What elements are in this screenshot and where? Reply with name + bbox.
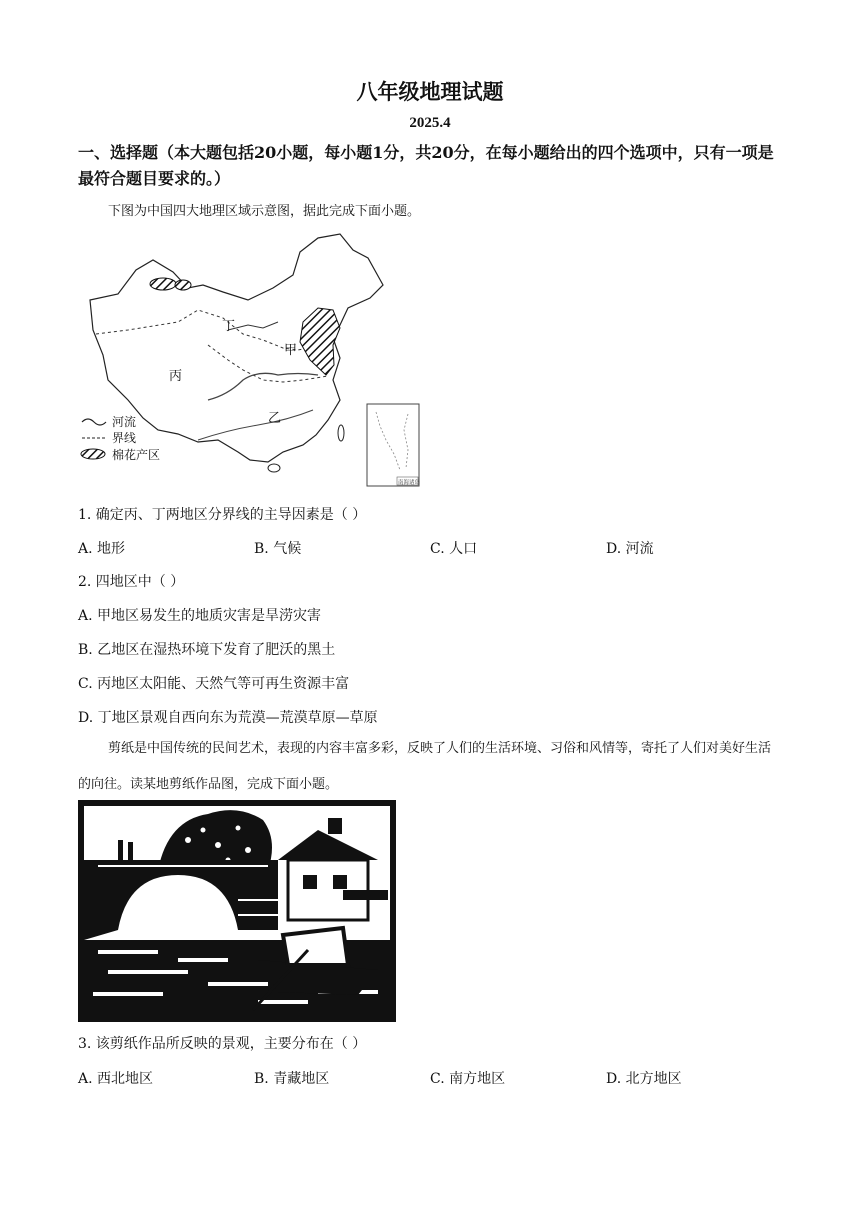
inset-label: 南海诸岛: [398, 480, 421, 486]
papercut-image: [78, 800, 396, 1022]
china-regions-map: [78, 230, 423, 488]
question-2-stem: 2. 四地区中（ ）: [78, 574, 185, 590]
q1-option-a: A. 地形: [78, 541, 126, 557]
q1-option-b: B. 气候: [254, 541, 302, 557]
legend-river-label: 河流: [112, 415, 137, 429]
page-title: 八年级地理试题: [356, 79, 504, 104]
q3-option-a: A. 西北地区: [78, 1071, 154, 1087]
region-label-yi: 乙: [268, 411, 282, 426]
q1-option-c: C. 人口: [430, 541, 478, 557]
legend-cotton-symbol: [81, 449, 105, 459]
q2-option-a: A. 甲地区易发生的地质灾害是旱涝灾害: [78, 608, 322, 624]
q3-option-b: B. 青藏地区: [254, 1071, 330, 1087]
q3-option-c: C. 南方地区: [430, 1071, 506, 1087]
hainan-island: [268, 464, 280, 472]
question-1-stem: 1. 确定丙、丁两地区分界线的主导因素是（ ）: [78, 507, 367, 523]
region-label-bing: 丙: [169, 369, 183, 384]
q2-option-c: C. 丙地区太阳能、天然气等可再生资源丰富: [78, 676, 350, 692]
q2-option-b: B. 乙地区在湿热环境下发育了肥沃的黑土: [78, 642, 336, 658]
section-heading: 一、选择题（本大题包括20小题，每小题1分，共20分，在每小题给出的四个选项中，只有一项是最符合题目要求的。）: [78, 143, 774, 188]
region-label-ding: 丁: [222, 319, 236, 334]
group2-intro: 剪纸是中国传统的民间艺术，表现的内容丰富多彩，反映了人们的生活环境、习俗和风情等，寄托了人们对美好生活的向往。读某地剪纸作品图，完成下面小题。: [78, 741, 772, 792]
q2-option-d: D. 丁地区景观自西向东为荒漠—荒漠草原—草原: [78, 710, 378, 726]
cotton-area: [175, 280, 191, 290]
q3-option-d: D. 北方地区: [606, 1071, 682, 1087]
taiwan-island: [338, 425, 344, 441]
q1-option-d: D. 河流: [606, 541, 654, 557]
group1-intro: 下图为中国四大地理区域示意图，据此完成下面小题。: [108, 204, 421, 219]
legend-boundary-label: 界线: [112, 431, 137, 445]
cotton-area: [150, 278, 176, 290]
region-label-jia: 甲: [284, 343, 298, 358]
legend-river-symbol: [82, 419, 106, 425]
south-china-sea-inset: [367, 404, 419, 486]
legend-cotton-label: 棉花产区: [112, 448, 161, 462]
exam-date: 2025.4: [409, 115, 451, 131]
question-3-stem: 3. 该剪纸作品所反映的景观，主要分布在（ ）: [78, 1036, 367, 1052]
